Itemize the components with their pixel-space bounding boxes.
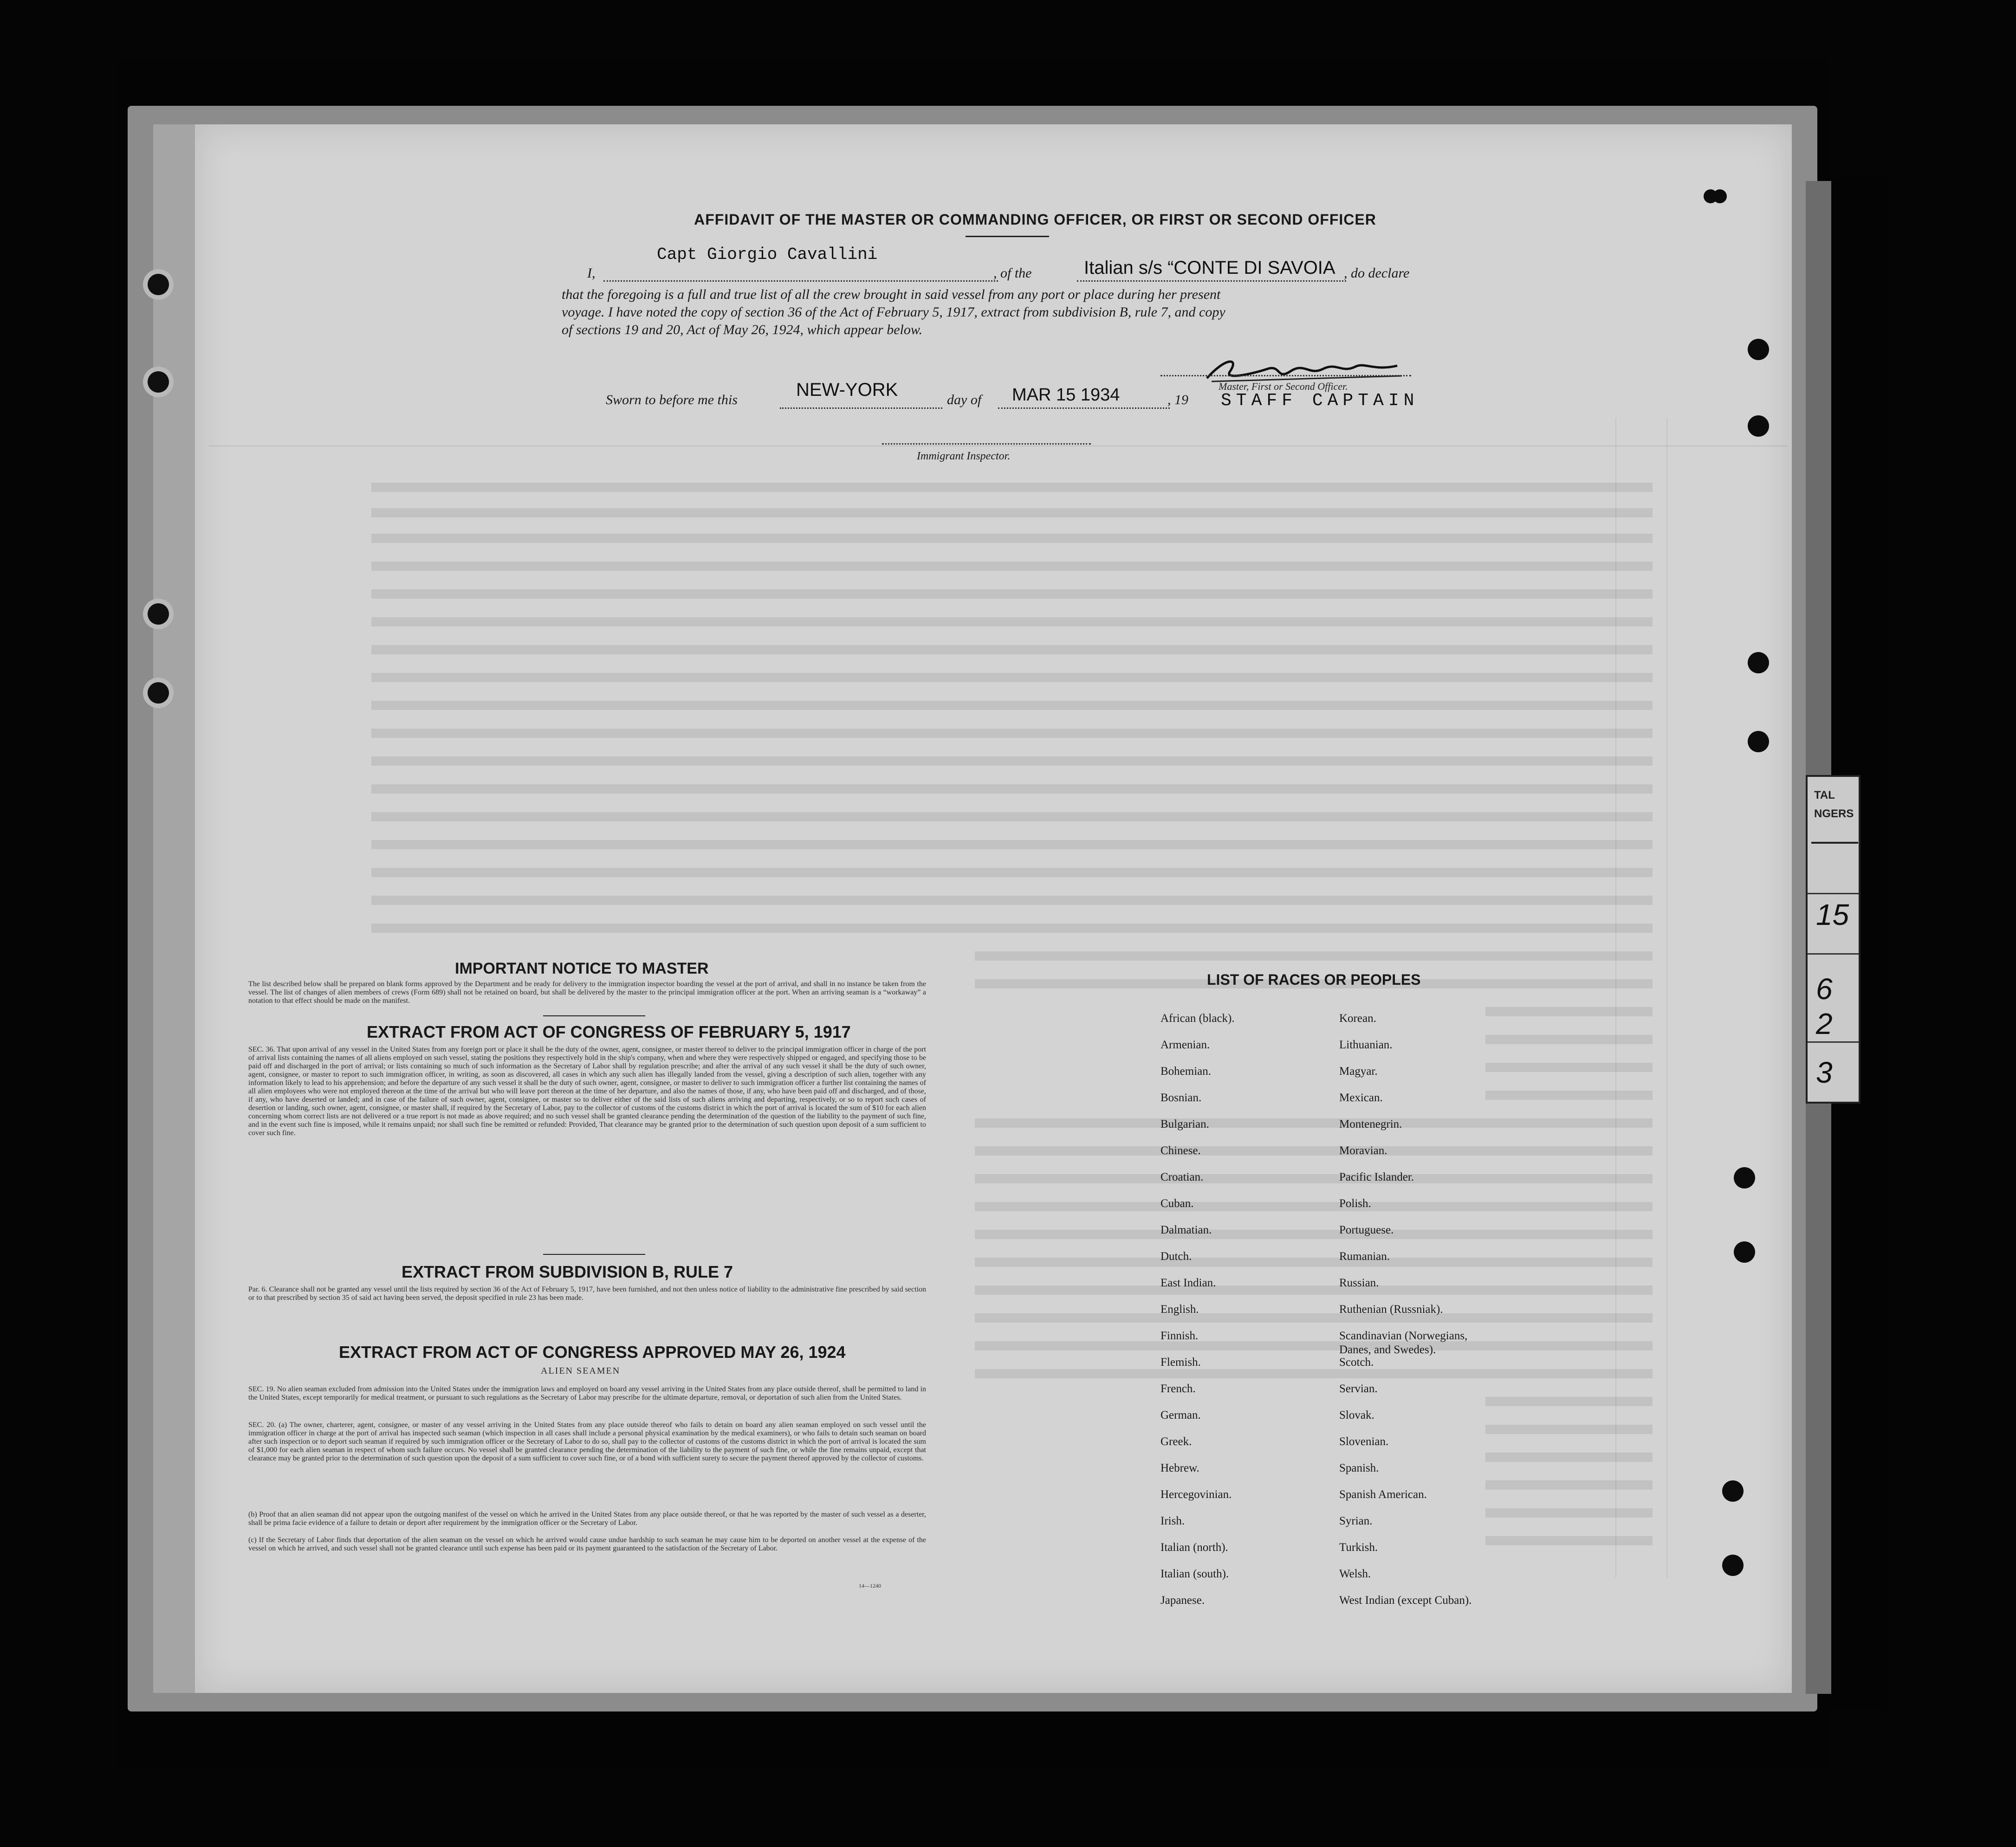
sec-20a-body: SEC. 20. (a) The owner, charterer, agent, consignee, or master of any vessel arriving in the United States from any place outside thereof who fails to detain on board any alien seaman employed on such vessel until the immigration officer in charge at the port of arrival has inspected such seaman (which inspection in all cases shall include a personal physical examination by the medical examiners), or who fails to detain such seaman on board after such inspection or to deport such seaman if required by such immigration officer or the Secretary of Labor to do so, shall pay to the collector of customs of the customs district in which the port of arrival is located the sum of $1,000 for each alien seaman in respect of whom such failure occurs. No vessel shall be granted clearance pending the determination of the liability to the payment of such fine, or while the fine remains unpaid, except that clearance may be granted prior to the determination of such question upon the deposit of a sum sufficient to cover such fine, or of a bond with sufficient surety to secure the payment thereof approved by the collector of customs. <box>248 1421 926 1462</box>
punch-hole <box>1748 731 1769 752</box>
name-line <box>603 280 998 282</box>
race-item: Dutch. <box>1160 1250 1192 1263</box>
race-item: Bosnian. <box>1160 1091 1202 1104</box>
race-item: Irish. <box>1160 1515 1185 1527</box>
race-item: Italian (south). <box>1160 1568 1229 1580</box>
race-item: West Indian (except Cuban). <box>1339 1594 1472 1607</box>
race-item: Italian (north). <box>1160 1541 1228 1554</box>
race-item: Cuban. <box>1160 1197 1194 1210</box>
vessel-name: Italian s/s “CONTE DI SAVOIA <box>1084 258 1335 278</box>
sec-20b-body: (b) Proof that an alien seaman did not appear upon the outgoing manifest of the vessel on which he arrived in the United States from any place outside thereof, or that he was reported by the master of such vessel as a deserter, shall be prima facie evidence of a failure to detain or deport after requirement by the immigration officer or the Secretary of Labor. <box>248 1511 926 1527</box>
race-item: Pacific Islander. <box>1339 1171 1414 1183</box>
extract-1917-title: EXTRACT FROM ACT OF CONGRESS OF FEBRUARY 5, 1917 <box>367 1022 851 1041</box>
side-tab-header: TAL NGERS <box>1811 786 1858 844</box>
race-item: Ruthenian (Russniak). <box>1339 1303 1443 1316</box>
race-item: Hercegovinian. <box>1160 1488 1232 1501</box>
races-title: LIST OF RACES OR PEOPLES <box>1207 971 1421 988</box>
place-line <box>780 407 942 409</box>
day-of-label: day of <box>947 392 982 407</box>
race-item: Hebrew. <box>1160 1462 1199 1474</box>
sworn-label: Sworn to before me this <box>606 392 738 407</box>
sworn-place: NEW-YORK <box>796 380 898 400</box>
race-item: Slovenian. <box>1339 1435 1389 1448</box>
extract-rule7-body: Par. 6. Clearance shall not be granted any vessel until the lists required by section 36 of the Act of February 5, 1917, have been furnished, and not then unless notice of liability to the administrative fine prescribed by said section or to that prescribed by section 35 of said act having been served, the deposit specified in rule 23 has been made. <box>248 1285 926 1302</box>
side-tab-number: 2 <box>1816 1007 1833 1040</box>
sec-20c-body: (c) If the Secretary of Labor finds that deportation of the alien seaman on the vessel on which he arrived would cause undue hardship to such seaman he may cause him to be deported on another vessel at the expense of the vessel on which he arrived, and such vessel shall not be granted clearance until such expense has been paid or its payment guaranteed to the satisfaction of the Secretary of Labor. <box>248 1536 926 1552</box>
binder-hole <box>148 603 169 625</box>
race-item: French. <box>1160 1382 1196 1395</box>
race-item: East Indian. <box>1160 1277 1216 1289</box>
declare-label: , do declare <box>1344 265 1410 281</box>
race-item: Mexican. <box>1339 1091 1383 1104</box>
of-the-label: , of the <box>993 265 1032 281</box>
race-item: Chinese. <box>1160 1144 1201 1157</box>
date-line <box>998 407 1170 409</box>
race-item: Lithuanian. <box>1339 1039 1393 1051</box>
title-rule <box>966 236 1049 237</box>
punch-hole <box>1722 1480 1744 1502</box>
side-tab-rule <box>1808 893 1859 894</box>
punch-hole <box>1734 1167 1755 1188</box>
sec-19-body: SEC. 19. No alien seaman excluded from admission into the United States under the immigration laws and employed on board any vessel arriving in the United States from any place outside thereof, shall be permitted to land in the United States, except temporarily for medical treatment, or pursuant to such regulations as the Secretary of Labor may prescribe for the ultimate departure, removal, or deportation of such alien from the United States. <box>248 1385 926 1401</box>
race-item: Magyar. <box>1339 1065 1378 1078</box>
race-item: English. <box>1160 1303 1199 1316</box>
races-column-2 <box>1339 1012 1471 1620</box>
race-item: Finnish. <box>1160 1330 1199 1342</box>
affidavit-i: I, <box>587 265 596 281</box>
race-item: Korean. <box>1339 1012 1376 1025</box>
alien-seamen-subtitle: ALIEN SEAMEN <box>541 1366 621 1376</box>
affidavit-title: AFFIDAVIT OF THE MASTER OR COMMANDING OFFICER, OR FIRST OR SECOND OFFICER <box>694 211 1376 228</box>
punch-hole <box>1748 415 1769 437</box>
race-item: African (black). <box>1160 1012 1235 1025</box>
race-item: Rumanian. <box>1339 1250 1390 1263</box>
race-item: Greek. <box>1160 1435 1192 1448</box>
race-item: Japanese. <box>1160 1594 1205 1607</box>
race-item: Scotch. <box>1339 1356 1374 1369</box>
affidavit-line-2: that the foregoing is a full and true list of all the crew brought in said vessel from any port or place during her present <box>562 287 1221 302</box>
race-item: Spanish. <box>1339 1462 1379 1474</box>
side-tab <box>1806 775 1860 1104</box>
side-tab-rule <box>1808 1041 1859 1043</box>
side-tab-number: 6 <box>1816 972 1833 1006</box>
race-item: Dalmatian. <box>1160 1224 1212 1236</box>
race-item: Montenegrin. <box>1339 1118 1402 1130</box>
inspector-line <box>882 443 1091 445</box>
sworn-date: MAR 15 1934 <box>1012 385 1120 405</box>
section-rule <box>543 1254 645 1255</box>
race-item: Flemish. <box>1160 1356 1201 1369</box>
race-item: Moravian. <box>1339 1144 1387 1157</box>
race-item: German. <box>1160 1409 1201 1421</box>
side-tab-number: 3 <box>1816 1056 1833 1089</box>
race-item: Syrian. <box>1339 1515 1373 1527</box>
section-rule <box>543 1015 645 1016</box>
notice-body: The list described below shall be prepared on blank forms approved by the Department and be ready for delivery to the immigration inspector boarding the vessel at the port of arrival, and shall in no instance be taken from the vessel. The list of changes of alien members of crews (Form 689) shall not be retained on board, but shall be delivered by the master to the principal immigration officer at the port. When an arriving seaman is a “workaway” a notation to that effect should be made on the manifest. <box>248 980 926 1005</box>
race-item: Spanish American. <box>1339 1488 1427 1501</box>
race-item: Portuguese. <box>1339 1224 1394 1236</box>
inspector-label: Immigrant Inspector. <box>917 450 1011 462</box>
punch-hole <box>1713 189 1727 203</box>
race-item: Scandinavian (Norwegians, Danes, and Swedes). <box>1339 1330 1468 1356</box>
extract-1917-body: SEC. 36. That upon arrival of any vessel in the United States from any foreign port or place it shall be the duty of the owner, agent, consignee, or master thereof to deliver to the principal immigration officer in charge of the port of arrival lists containing the names of all aliens employed on such vessel, stating the positions they respectively hold in the ship's company, when and where they were respectively shipped or engaged, and specifying those to be paid off and discharged in the port of arrival; or lists containing so much of such information as the Secretary of Labor shall by regulation prescribe; and after the arrival of any such vessel it shall be the duty of such owner, agent, consignee, or master to report to such immigration officer, in writing, as soon as discovered, all cases in which any such alien has illegally landed from the vessel, giving a description of such alien, together with any information likely to lead to his apprehension; and before the departure of any such vessel it shall be the duty of such owner, agent, consignee, or master to deliver to such immigration officer a further list containing the names of all alien employees who were not employed thereon at the time of the arrival but who will leave port thereon at the time of her departure, and also the names of those, if any, who have been paid off and discharged, and of those, if any, who have deserted or landed; and in case of the failure of such owner, agent, consignee, or master so to deliver either of the said lists of such aliens arriving and departing, respectively, or so to report such cases of desertion or landing, such owner, agent, consignee, or master shall, if required by the Secretary of Labor, pay to the collector of customs of the customs district in which the port of arrival is located the sum of $10 for each alien concerning whom correct lists are not delivered or a true report is not made as above required; and no such vessel shall be granted clearance pending the determination of the question of the liability to the payment of such fine, and in the event such fine is imposed, while it remains unpaid; nor shall such fine be remitted or refunded: Provided, That clearance may be granted prior to the determination of such question upon deposit of a sum sufficient to cover such fine. <box>248 1046 926 1137</box>
year-prefix: , 19 <box>1167 392 1188 407</box>
side-tab-rule <box>1808 953 1859 955</box>
races-column-1 <box>1160 1012 1235 1620</box>
affidavit-line-4: of sections 19 and 20, Act of May 26, 1924, which appear below. <box>562 322 923 337</box>
side-tab-number: 15 <box>1816 898 1849 931</box>
punch-hole <box>1722 1555 1744 1576</box>
race-item: Polish. <box>1339 1197 1371 1210</box>
officer-title: STAFF CAPTAIN <box>1221 391 1419 411</box>
signature-label: Master, First or Second Officer. <box>1219 381 1348 392</box>
signature-line <box>1160 375 1411 376</box>
race-item: Bulgarian. <box>1160 1118 1209 1130</box>
race-item: Welsh. <box>1339 1568 1371 1580</box>
binder-hole <box>148 682 169 704</box>
affidavit-line-3: voyage. I have noted the copy of section 36 of the Act of February 5, 1917, extract from subdivision B, rule 7, and copy <box>562 304 1225 320</box>
extract-rule7-title: EXTRACT FROM SUBDIVISION B, RULE 7 <box>402 1262 733 1281</box>
punch-hole <box>1734 1241 1755 1263</box>
punch-hole <box>1748 339 1769 360</box>
race-item: Servian. <box>1339 1382 1378 1395</box>
master-name: Capt Giorgio Cavallini <box>657 245 878 264</box>
race-item: Bohemian. <box>1160 1065 1212 1078</box>
race-item: Russian. <box>1339 1277 1379 1289</box>
race-item: Armenian. <box>1160 1039 1210 1051</box>
binder-hole <box>148 371 169 393</box>
page-binding-strip <box>153 124 197 1693</box>
race-item: Croatian. <box>1160 1171 1204 1183</box>
race-item: Slovak. <box>1339 1409 1374 1421</box>
form-number: 14—1240 <box>859 1582 881 1589</box>
punch-hole <box>1748 652 1769 673</box>
binder-hole <box>148 274 169 295</box>
vessel-line <box>1077 280 1346 282</box>
extract-1924-title: EXTRACT FROM ACT OF CONGRESS APPROVED MAY 26, 1924 <box>339 1343 846 1362</box>
notice-title: IMPORTANT NOTICE TO MASTER <box>455 960 709 977</box>
race-item: Turkish. <box>1339 1541 1378 1554</box>
